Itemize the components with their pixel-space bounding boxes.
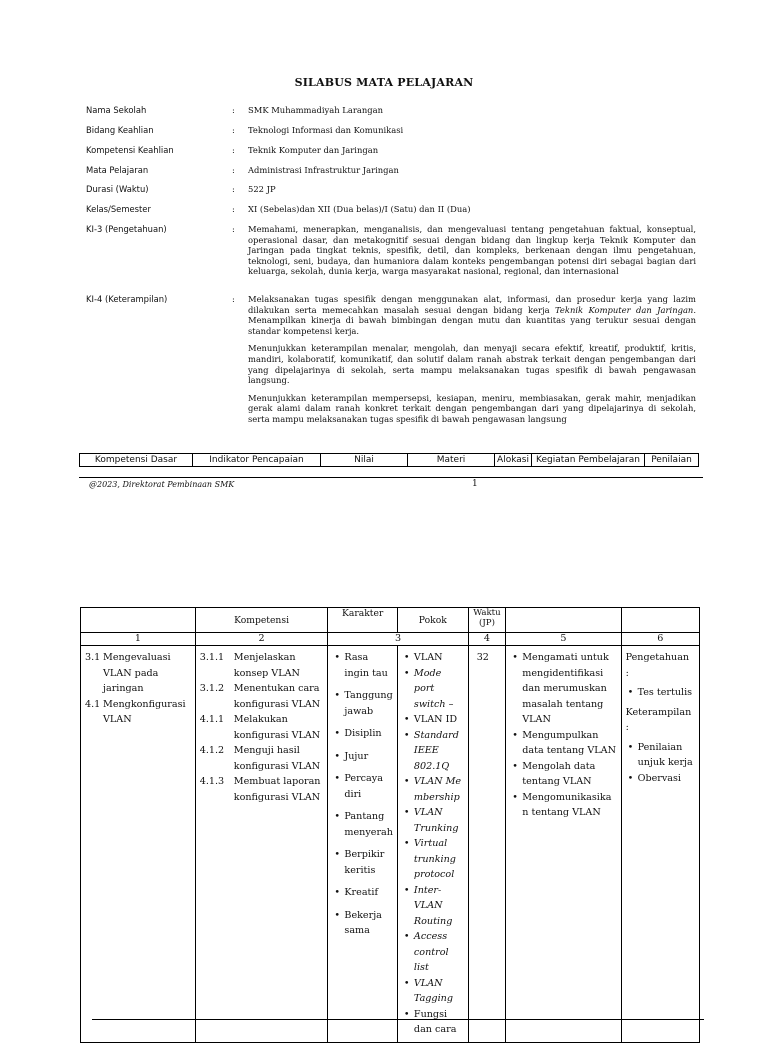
ki4-text: Menampilkan kinerja di bawah bimbingan dengan mutu dan kuantitas yang terukur sesuai dengan standar kompetensi kerja.	[248, 315, 696, 336]
kd-text: Mengevaluasi VLAN pada jaringan	[103, 652, 171, 694]
list-item: • Mode port switch –	[402, 666, 464, 713]
colon: :	[232, 204, 235, 214]
kd-text: Mengkonfigurasi VLAN	[103, 698, 186, 725]
column-number: 6	[621, 633, 699, 646]
header-cell: Kegiatan Pembelajaran	[532, 454, 645, 467]
column-number: 2	[195, 633, 328, 646]
material-list	[402, 650, 464, 1038]
kd-number: 4.1	[85, 698, 101, 710]
ki4-paragraph	[248, 294, 696, 336]
list-item: • VLAN	[402, 650, 464, 666]
allocation-cell	[468, 646, 506, 1043]
info-label: Kompetensi Keahlian	[86, 145, 174, 155]
column-number: 1	[81, 633, 196, 646]
ki4-emphasis: Teknik Komputer dan Jaringan.	[554, 304, 696, 315]
head-cell: Kompetensi	[195, 608, 328, 633]
syllabus-header-table	[79, 453, 699, 467]
ki4-value	[248, 294, 696, 432]
colon: :	[232, 165, 235, 175]
info-value: 522 JP	[248, 184, 276, 194]
list-item: • Mengamati untuk mengidentifikasi dan merumuskan masalah tentang VLAN	[510, 650, 616, 728]
ki4-paragraph: Menunjukkan keterampilan mempersepsi, kesiapan, meniru, membiasakan, gerak mahir, menjadikan gerak alami dalam ranah konkret terkait dengan pengembangan dari yang dipelajarinya di sekolah, serta mampu melaksanakan tugas spesifik di bawah pengawasan langsung	[248, 392, 696, 424]
colon: :	[232, 145, 235, 155]
list-item: • Tes tertulis	[626, 685, 695, 701]
footer-copyright: @2023, Direktorat Pembinaan SMK	[89, 480, 235, 489]
page-number: 1	[472, 479, 478, 489]
head-cell: Pokok	[397, 608, 468, 633]
header-cell: Nilai	[321, 454, 408, 467]
head-cell	[506, 608, 621, 633]
info-label: Mata Pelajaran	[86, 165, 149, 175]
indicator-text: Menguji hasil konfigurasi VLAN	[233, 745, 321, 772]
indicator-item	[200, 712, 324, 743]
list-item: • Fungsi dan cara	[402, 1007, 464, 1038]
table-head-row	[81, 608, 700, 633]
assessment-skill-label: Keterampilan :	[625, 706, 692, 733]
table-row	[81, 646, 700, 1043]
list-item: • Bekerja sama	[332, 908, 393, 939]
header-cell: Materi	[408, 454, 495, 467]
indicator-number: 4.1.3	[199, 776, 225, 787]
activity-list	[510, 650, 616, 821]
indicator-item	[200, 650, 324, 681]
indicator-item	[200, 774, 324, 805]
allocation-value: 32	[476, 652, 489, 663]
list-item: • VLAN Membership	[402, 774, 464, 805]
indicator-number: 3.1.2	[199, 683, 225, 694]
info-value: Teknologi Informasi dan Komunikasi	[248, 125, 404, 135]
colon: :	[232, 184, 235, 194]
info-label: Nama Sekolah	[86, 105, 147, 115]
assessment-knowledge-label: Pengetahuan :	[625, 652, 690, 679]
bottom-rule	[92, 1019, 704, 1020]
info-value: Administrasi Infrastruktur Jaringan	[248, 165, 399, 175]
list-item: • Virtual trunking protocol	[402, 836, 464, 883]
info-label: Bidang Keahlian	[86, 125, 154, 135]
list-item: • Jujur	[332, 749, 393, 765]
info-value: Teknik Komputer dan Jaringan	[248, 145, 379, 155]
assessment-cell	[621, 646, 699, 1043]
list-item: • Obervasi	[626, 771, 695, 787]
assessment-knowledge-list	[626, 685, 695, 701]
list-item: • Kreatif	[332, 885, 393, 901]
list-item: • Standard IEEE 802.1Q	[402, 728, 464, 775]
head-cell	[81, 608, 196, 633]
column-number: 4	[468, 633, 506, 646]
list-item: • VLAN Tagging	[402, 976, 464, 1007]
list-item: • Inter-VLAN Routing	[402, 883, 464, 930]
list-item: • Access control list	[402, 929, 464, 976]
colon: :	[232, 105, 235, 115]
list-item: • Mengomunikasikan tentang VLAN	[510, 790, 616, 821]
indicator-item	[200, 743, 324, 774]
kd-number: 3.1	[85, 652, 101, 663]
column-number-row	[81, 633, 700, 646]
list-item: • Mengolah data tentang VLAN	[510, 759, 616, 790]
indicator-text: Menjelaskan konsep VLAN	[233, 652, 300, 679]
list-item: • Percaya diri	[332, 771, 393, 802]
character-list	[332, 650, 393, 939]
header-cell: Kompetensi Dasar	[80, 454, 193, 467]
info-label: Durasi (Waktu)	[86, 184, 149, 194]
indicator-text: Melakukan konfigurasi VLAN	[233, 714, 321, 741]
head-cell: Waktu (JP)	[468, 608, 506, 633]
list-item: • Mengumpulkan data tentang VLAN	[510, 728, 616, 759]
syllabus-content-table	[80, 607, 700, 1043]
info-label: KI-4 (Keterampilan)	[86, 294, 168, 304]
list-item: • VLAN ID	[402, 712, 464, 728]
indicator-number: 3.1.1	[199, 652, 225, 663]
info-value: XI (Sebelas)dan XII (Dua belas)/I (Satu) dan II (Dua)	[248, 204, 471, 214]
info-label: KI-3 (Pengetahuan)	[86, 224, 167, 234]
column-number: 3	[328, 633, 468, 646]
head-cell	[621, 608, 699, 633]
list-item: • Disiplin	[332, 726, 393, 742]
ki4-text: Melaksanakan tugas spesifik dengan menggunakan alat, informasi, dan prosedur kerja yang lazim dilakukan serta memecahkan masalah sesuai dengan bidang kerja	[248, 294, 696, 315]
list-item: • Berpikir keritis	[332, 847, 393, 878]
indicator-item	[200, 681, 324, 712]
colon: :	[232, 125, 235, 135]
info-value: Memahami, menerapkan, menganalisis, dan mengevaluasi tentang pengetahuan faktual, konseptual, operasional dasar, dan metakognitif sesuai dengan bidang dan lingkup kerja Teknik Komputer dan Jaringan pada tingkat teknis, spesifik, detil, dan kompleks, berkenaan dengan ilmu pengetahuan, teknologi, seni, budaya, dan humaniora dalam konteks pengembangan potensi diri sebagai bagian dari keluarga, sekolah, dunia kerja, warga masyarakat nasional, regional, dan internasional	[248, 224, 696, 277]
material-cell	[397, 646, 468, 1043]
footer-rule	[79, 477, 703, 478]
indicator-number: 4.1.1	[199, 714, 225, 725]
header-cell: Indikator Pencapaian	[193, 454, 321, 467]
list-item: • Tanggung jawab	[332, 688, 393, 719]
character-cell	[328, 646, 398, 1043]
activity-cell	[506, 646, 621, 1043]
kd-item	[85, 650, 191, 697]
assessment-skill-list	[626, 740, 695, 787]
info-value: SMK Muhammadiyah Larangan	[248, 105, 383, 115]
indicator-number: 4.1.2	[199, 745, 225, 756]
list-item: • Pantang menyerah	[332, 809, 393, 840]
header-cell: Penilaian	[645, 454, 699, 467]
colon: :	[232, 224, 235, 234]
indicator-text: Menentukan cara konfigurasi VLAN	[233, 683, 321, 710]
list-item: • Rasa ingin tau	[332, 650, 393, 681]
column-number: 5	[506, 633, 621, 646]
header-cell: Alokasi	[495, 454, 532, 467]
list-item: • Penilaian unjuk kerja	[626, 740, 695, 771]
ki4-paragraph: Menunjukkan keterampilan menalar, mengolah, dan menyaji secara efektif, kreatif, produktif, kritis, mandiri, kolaboratif, komunikatif, dan solutif dalam ranah abstrak terkait dengan pengembangan dari yang dipelajarinya di sekolah, serta mampu melaksanakan tugas spesifik di bawah pengawasan langsung.	[248, 343, 696, 386]
colon: :	[232, 294, 235, 304]
indicator-text: Membuat laporan konfigurasi VLAN	[233, 776, 321, 803]
document-title: SILABUS MATA PELAJARAN	[294, 76, 474, 89]
indicator-cell	[195, 646, 328, 1043]
kd-cell	[81, 646, 196, 1043]
info-label: Kelas/Semester	[86, 204, 151, 214]
head-cell: Karakter	[328, 608, 398, 633]
kd-item	[85, 697, 191, 728]
table-header-row	[80, 454, 699, 467]
list-item: • VLAN Trunking	[402, 805, 464, 836]
